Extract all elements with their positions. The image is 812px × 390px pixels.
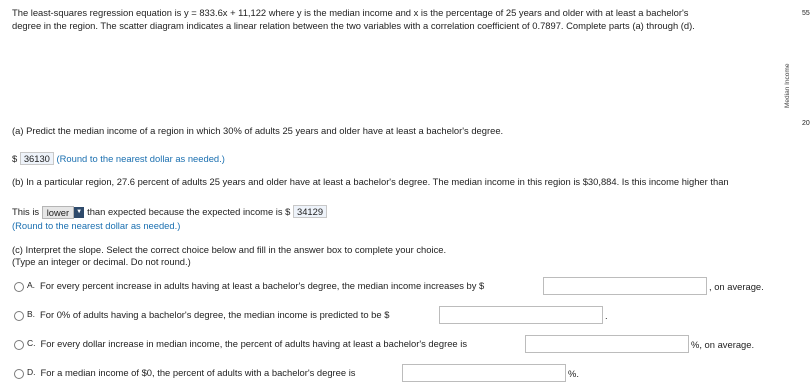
part-c-instruction-2: (Type an integer or decimal. Do not round.) xyxy=(12,255,191,267)
option-d-radio[interactable] xyxy=(14,369,24,379)
option-b-text: For 0% of adults having a bachelor's degree, the median income is predicted to be $ xyxy=(40,309,390,320)
part-b-middle: than expected because the expected income is $ xyxy=(87,206,291,217)
y-tick-bottom: 20 xyxy=(802,120,810,127)
option-a-input[interactable] xyxy=(543,277,707,295)
option-c-text: For every dollar increase in median income, the percent of adults having at least a bachelor's degree is xyxy=(40,338,468,349)
option-d-input[interactable] xyxy=(402,364,566,382)
option-d-text: For a median income of $0, the percent of adults with a bachelor's degree is xyxy=(40,367,356,378)
option-a[interactable] xyxy=(14,280,484,292)
intro-line-2: degree in the region. The scatter diagram indicates a linear relation between the two variables with a correlation coefficient of 0.7897. Complete parts (a) through (d). xyxy=(12,19,695,31)
part-a-answer-box[interactable]: 36130 xyxy=(20,152,54,165)
option-b-suffix: . xyxy=(605,310,608,321)
higher-lower-dropdown[interactable]: lower xyxy=(42,206,74,219)
option-c-letter: C. xyxy=(27,338,36,348)
option-c-radio[interactable] xyxy=(14,340,24,350)
part-b-answer-box[interactable]: 34129 xyxy=(293,205,327,218)
option-b-radio[interactable] xyxy=(14,311,24,321)
option-a-text: For every percent increase in adults having at least a bachelor's degree, the median income increases by $ xyxy=(40,280,485,291)
part-b-hint: (Round to the nearest dollar as needed.) xyxy=(12,220,181,231)
part-c-instructions xyxy=(12,244,446,267)
part-b-prefix: This is xyxy=(12,206,40,217)
option-c[interactable] xyxy=(14,338,467,350)
option-d-suffix: %. xyxy=(568,368,579,379)
currency-sign: $ xyxy=(12,153,18,164)
option-d[interactable] xyxy=(14,367,356,379)
dropdown-arrow-icon[interactable]: ▼ xyxy=(74,207,84,218)
y-tick-top: 55 xyxy=(802,10,810,17)
option-a-suffix: , on average. xyxy=(709,281,764,292)
part-a-answer-line xyxy=(12,152,225,165)
option-b[interactable] xyxy=(14,309,389,321)
option-b-letter: B. xyxy=(27,309,36,319)
option-a-radio[interactable] xyxy=(14,282,24,292)
part-b-question: (b) In a particular region, 27.6 percent of adults 25 years and older have at least a bachelor's degree. The median income in this region is $30,884. Is this income higher than xyxy=(12,176,729,187)
part-a-question: (a) Predict the median income of a region in which 30% of adults 25 years and older have at least a bachelor's degree. xyxy=(12,125,504,136)
part-b-answer-line xyxy=(12,205,327,219)
option-b-input[interactable] xyxy=(439,306,603,324)
problem-statement xyxy=(12,7,695,32)
option-c-input[interactable] xyxy=(525,335,689,353)
option-c-suffix: %, on average. xyxy=(691,339,755,350)
intro-line-1: The least-squares regression equation is y = 833.6x + 11,122 where y is the median income and x is the percentage of 25 years and older with at least a bachelor's xyxy=(12,7,689,18)
option-d-letter: D. xyxy=(27,367,36,377)
y-axis-label: Median Income xyxy=(784,63,791,108)
option-a-letter: A. xyxy=(27,280,36,290)
part-c-instruction-1: (c) Interpret the slope. Select the correct choice below and fill in the answer box to complete your choice. xyxy=(12,244,447,255)
part-a-hint: (Round to the nearest dollar as needed.) xyxy=(56,153,225,164)
